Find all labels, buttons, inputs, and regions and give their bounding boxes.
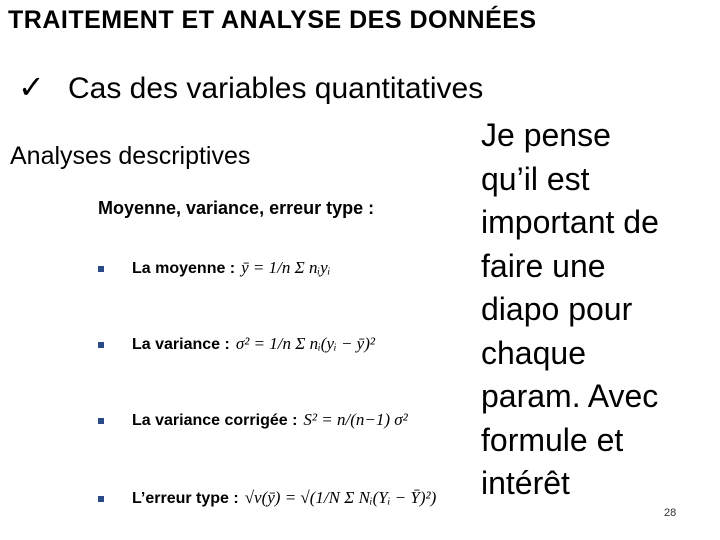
note-line: chaque [481,334,586,371]
page-number: 28 [664,507,677,519]
note-line: diapo pour [481,291,633,327]
formula-heading: Moyenne, variance, erreur type : [98,198,375,218]
formula-label: La variance corrigée : [132,412,298,429]
note-line: formule et [481,421,624,458]
bullet-line [18,68,483,106]
bullet-dot-icon [98,496,104,502]
formula-row-corrected-variance [98,410,408,430]
note-line: param. Avec [481,378,659,414]
formula-label: L’erreur type : [132,490,239,507]
formula-row-variance [98,334,375,354]
formula-label: La variance : [132,336,230,353]
slide-title: TRAITEMENT ET ANALYSE DES DONNÉES [8,6,537,34]
formula-label: La moyenne : [132,260,236,277]
speaker-note [481,114,711,506]
formula-expression: σ² = 1/n Σ nᵢ(yᵢ − ȳ)² [235,334,375,353]
bullet-dot-icon [98,342,104,348]
formula-expression: S² = n/(n−1) σ² [303,410,408,429]
bullet-dot-icon [98,418,104,424]
note-line: important de [481,204,659,240]
bullet-text: Cas des variables quantitatives [68,72,484,105]
bullet-dot-icon [98,266,104,272]
note-line: faire une [481,247,606,284]
note-line: intérêt [481,465,570,501]
formula-image [90,190,485,530]
note-line: qu’il est [481,160,590,197]
subtitle: Analyses descriptives [10,142,251,170]
note-line: Je pense [481,117,611,153]
formula-row-mean [98,258,330,278]
formula-expression: √v(ȳ) = √(1/N Σ Nᵢ(Yᵢ − Ȳ)²) [244,488,437,507]
formula-row-standard-error [98,488,436,508]
formula-expression: ȳ = 1/n Σ nᵢyᵢ [241,258,331,277]
check-icon: ✓ [18,69,45,105]
